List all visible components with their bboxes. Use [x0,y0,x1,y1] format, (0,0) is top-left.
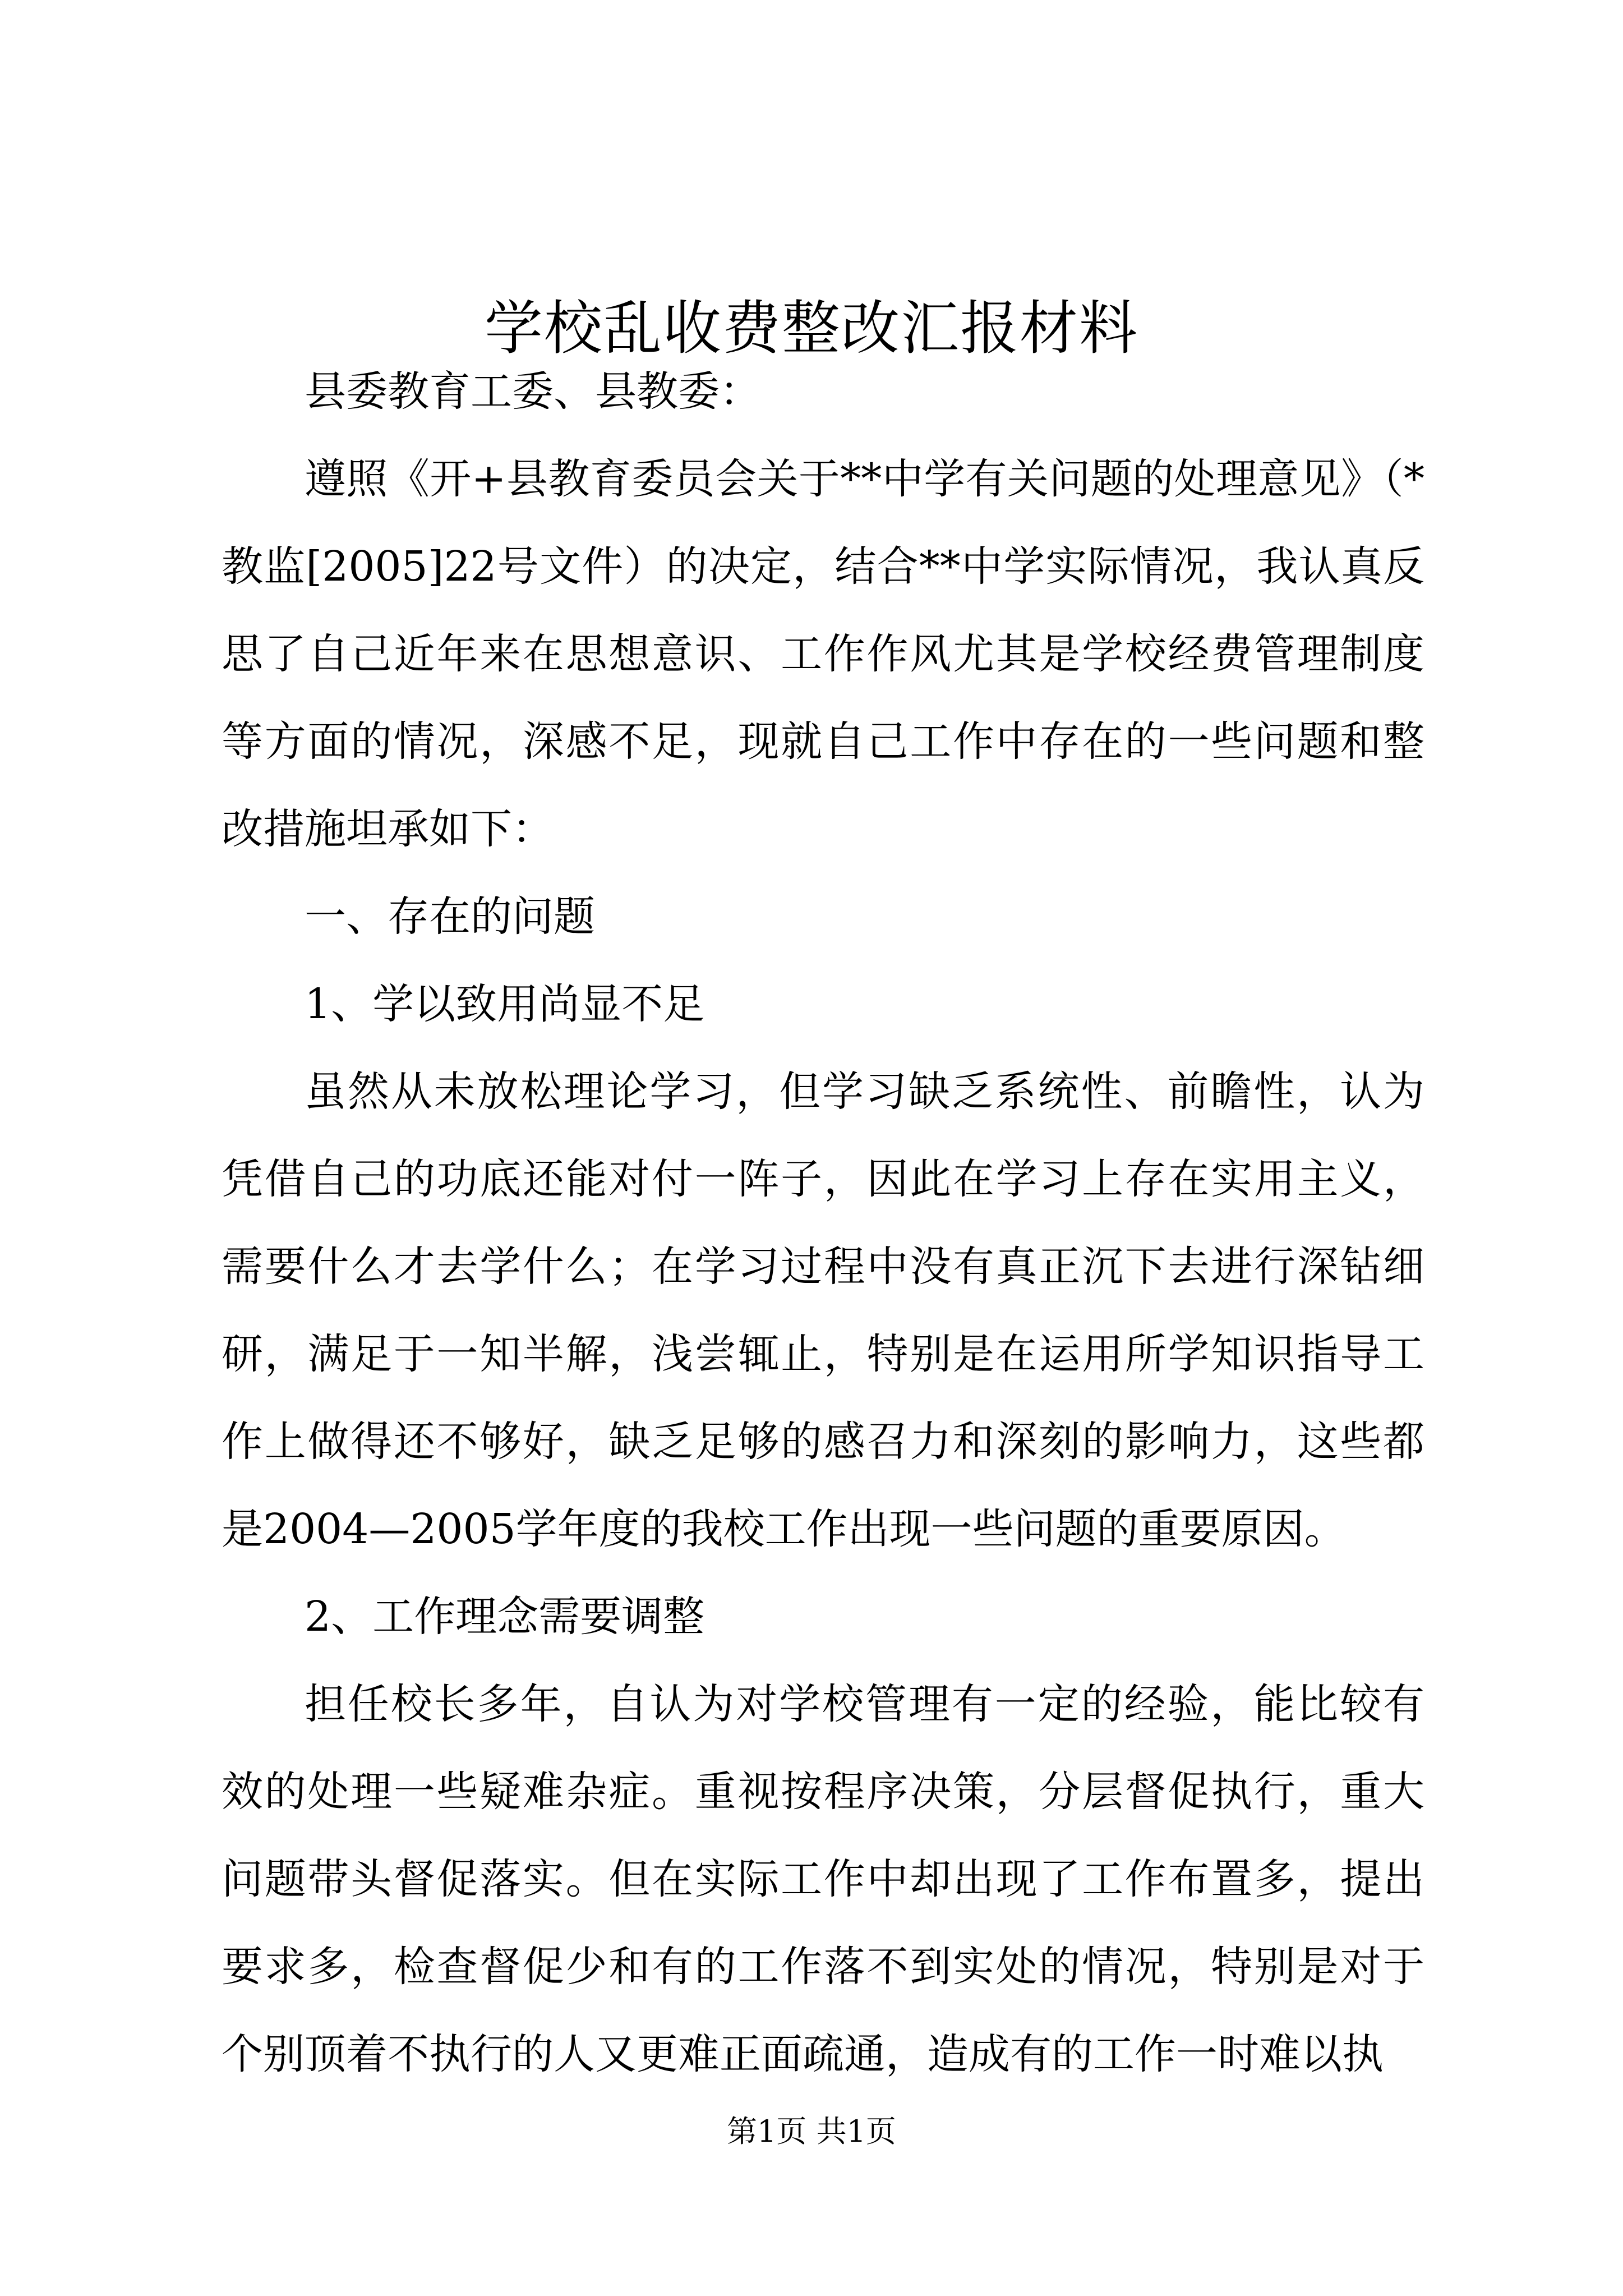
subsection-heading: 1、学以致用尚显不足 [305,980,705,1028]
document-body [222,348,1424,2098]
document-title: 学校乱收费整改汇报材料 [484,294,1138,362]
body-paragraph: 虽然从未放松理论学习，但学习缺乏系统性、前瞻性，认为凭借自己的功底还能对付一阵子，因此在学习上存在实用主义，需要什么才去学什么；在学习过程中没有真正沉下去进行深钻细研，满足于一知半解，浅尝辄止，特别是在运用所学知识指导工作上做得还不够好，缺乏足够的感召力和深刻的影响力，这些都是2004—2005学年度的我校工作出现一些问题的重要原因。 [222,1068,1424,1553]
salutation: 县委教育工委、县教委： [305,367,761,416]
subsection-heading: 2、工作理念需要调整 [305,1593,705,1641]
intro-paragraph: 遵照《开+县教育委员会关于**中学有关问题的处理意见》（*教监[2005]22号文件）的决定，结合**中学实际情况，我认真反思了自己近年来在思想意识、工作作风尤其是学校经费管理制度等方面的情况，深感不足，现就自己工作中存在的一些问题和整改措施坦承如下： [222,455,1424,853]
section-heading: 一、存在的问题 [305,892,595,941]
body-paragraph: 担任校长多年，自认为对学校管理有一定的经验，能比较有效的处理一些疑难杂症。重视按程序决策，分层督促执行，重大问题带头督促落实。但在实际工作中却出现了工作布置多，提出要求多，检查督促少和有的工作落不到实处的情况，特别是对于个别顶着不执行的人又更难正面疏通，造成有的工作一时难以执 [222,1680,1424,2078]
page-footer: 第1页 共1页 [727,2114,896,2149]
